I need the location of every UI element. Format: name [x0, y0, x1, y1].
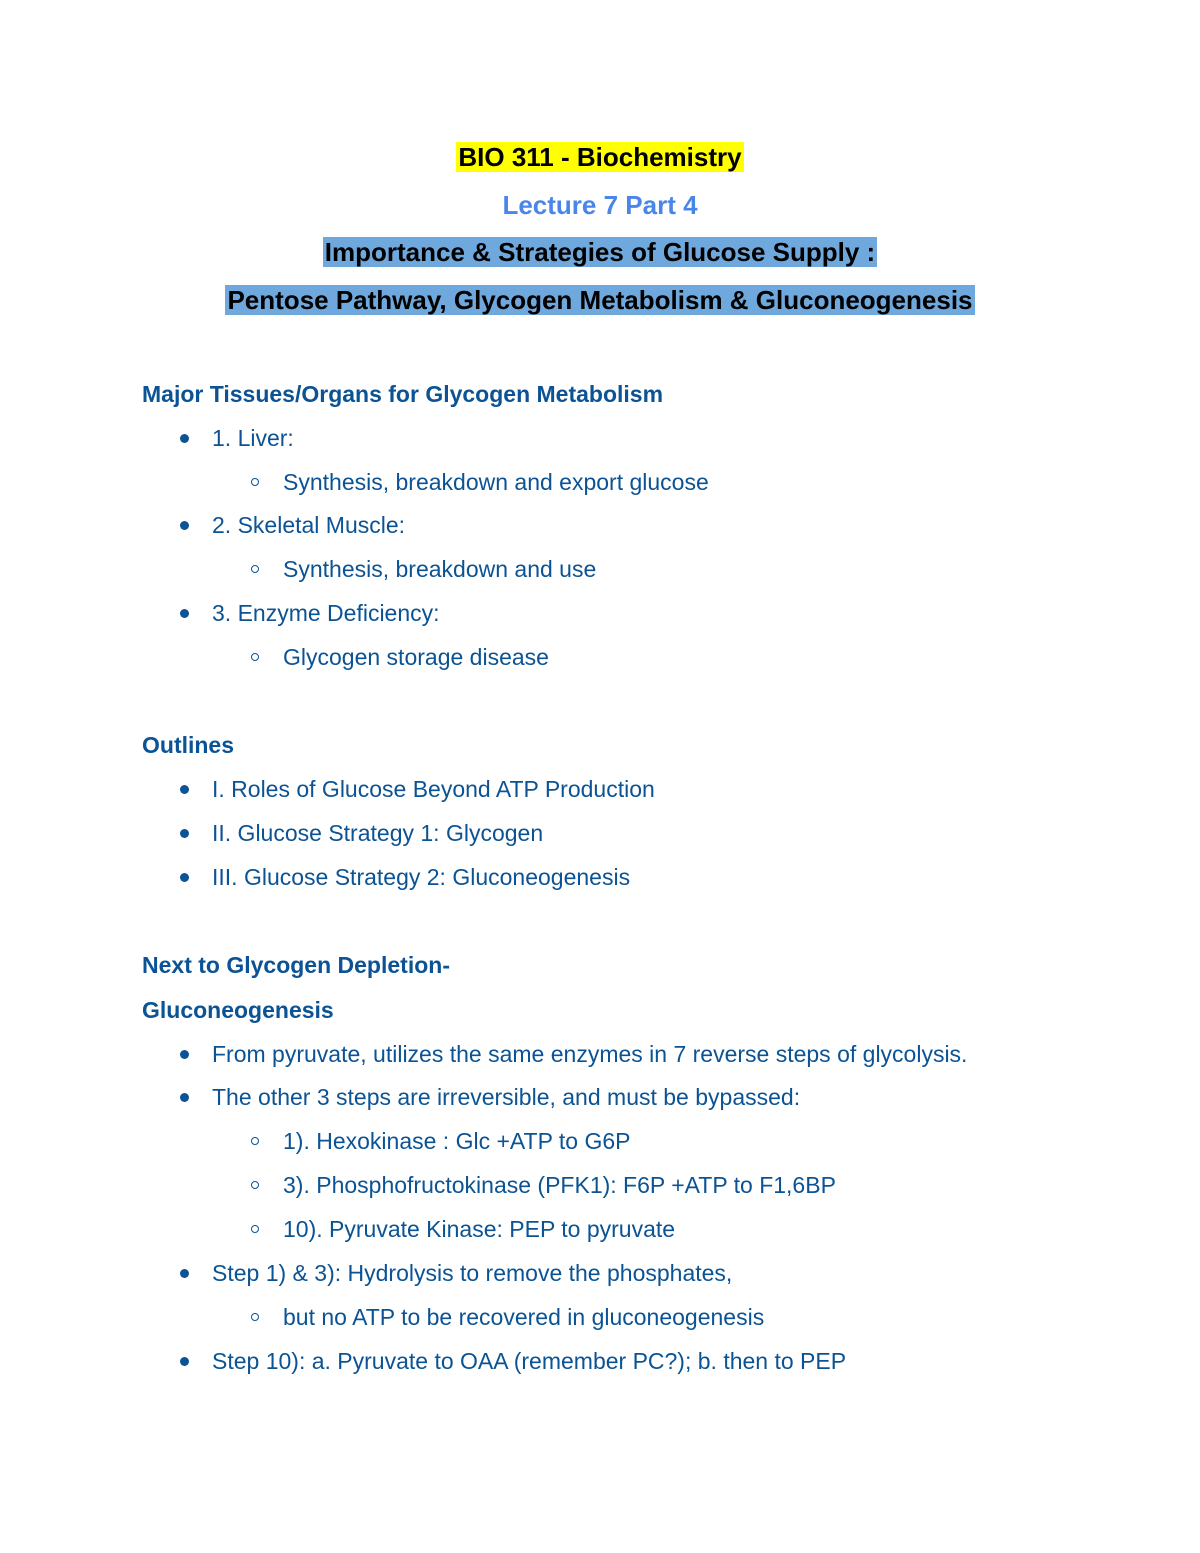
outline-item-3: III. Glucose Strategy 2: Gluconeogenesis: [212, 862, 630, 892]
topic-line-2: [0, 284, 1200, 316]
list-item-liver: 1. Liver:: [212, 423, 294, 453]
bullet-icon: [180, 829, 189, 838]
circle-bullet-icon: [251, 565, 259, 573]
outline-item-1: I. Roles of Glucose Beyond ATP Production: [212, 774, 655, 804]
circle-bullet-icon: [251, 478, 259, 486]
outlines-heading: Outlines: [142, 732, 235, 758]
bullet-icon: [180, 785, 189, 794]
circle-bullet-icon: [251, 1313, 259, 1321]
bullet-icon: [180, 521, 189, 530]
gng-item-1: From pyruvate, utilizes the same enzymes in 7 reverse steps of glycolysis.: [212, 1039, 967, 1069]
gng-sub-pyruvate-kinase: 10). Pyruvate Kinase: PEP to pyruvate: [283, 1214, 675, 1244]
bullet-icon: [180, 434, 189, 443]
circle-bullet-icon: [251, 1137, 259, 1145]
bullet-icon: [180, 1093, 189, 1102]
course-title: BIO 311 - Biochemistry: [458, 142, 742, 172]
bullet-icon: [180, 873, 189, 882]
circle-bullet-icon: [251, 653, 259, 661]
gng-sub-pfk1: 3). Phosphofructokinase (PFK1): F6P +ATP to F1,6BP: [283, 1170, 836, 1200]
topic-title-2: Pentose Pathway, Glycogen Metabolism & Gluconeogenesis: [227, 285, 973, 315]
sub-item-liver: Synthesis, breakdown and export glucose: [283, 467, 709, 497]
topic-line-1: [0, 236, 1200, 268]
lecture-line: [0, 189, 1200, 221]
gng-sub-hexokinase: 1). Hexokinase : Glc +ATP to G6P: [283, 1126, 631, 1156]
bullet-icon: [180, 1357, 189, 1366]
circle-bullet-icon: [251, 1225, 259, 1233]
sub-item-muscle: Synthesis, breakdown and use: [283, 554, 596, 584]
gng-item-3: Step 1) & 3): Hydrolysis to remove the phosphates,: [212, 1258, 732, 1288]
gluconeogenesis-heading: Gluconeogenesis: [142, 997, 334, 1023]
topic-title-1: Importance & Strategies of Glucose Supply :: [324, 237, 876, 267]
sub-item-enzyme: Glycogen storage disease: [283, 642, 549, 672]
gng-item-4: Step 10): a. Pyruvate to OAA (remember PC?); b. then to PEP: [212, 1346, 846, 1376]
list-item-enzyme: 3. Enzyme Deficiency:: [212, 598, 440, 628]
bullet-icon: [180, 1269, 189, 1278]
course-title-line: [0, 141, 1200, 173]
outline-item-2: II. Glucose Strategy 1: Glycogen: [212, 818, 543, 848]
gng-sub-no-atp: but no ATP to be recovered in gluconeogenesis: [283, 1302, 764, 1332]
next-heading: Next to Glycogen Depletion-: [142, 952, 450, 978]
list-item-muscle: 2. Skeletal Muscle:: [212, 510, 405, 540]
circle-bullet-icon: [251, 1181, 259, 1189]
lecture-title: Lecture 7 Part 4: [502, 190, 698, 220]
gng-item-2: The other 3 steps are irreversible, and must be bypassed:: [212, 1082, 800, 1112]
tissues-heading: Major Tissues/Organs for Glycogen Metabolism: [142, 381, 664, 407]
bullet-icon: [180, 1050, 189, 1059]
bullet-icon: [180, 609, 189, 618]
